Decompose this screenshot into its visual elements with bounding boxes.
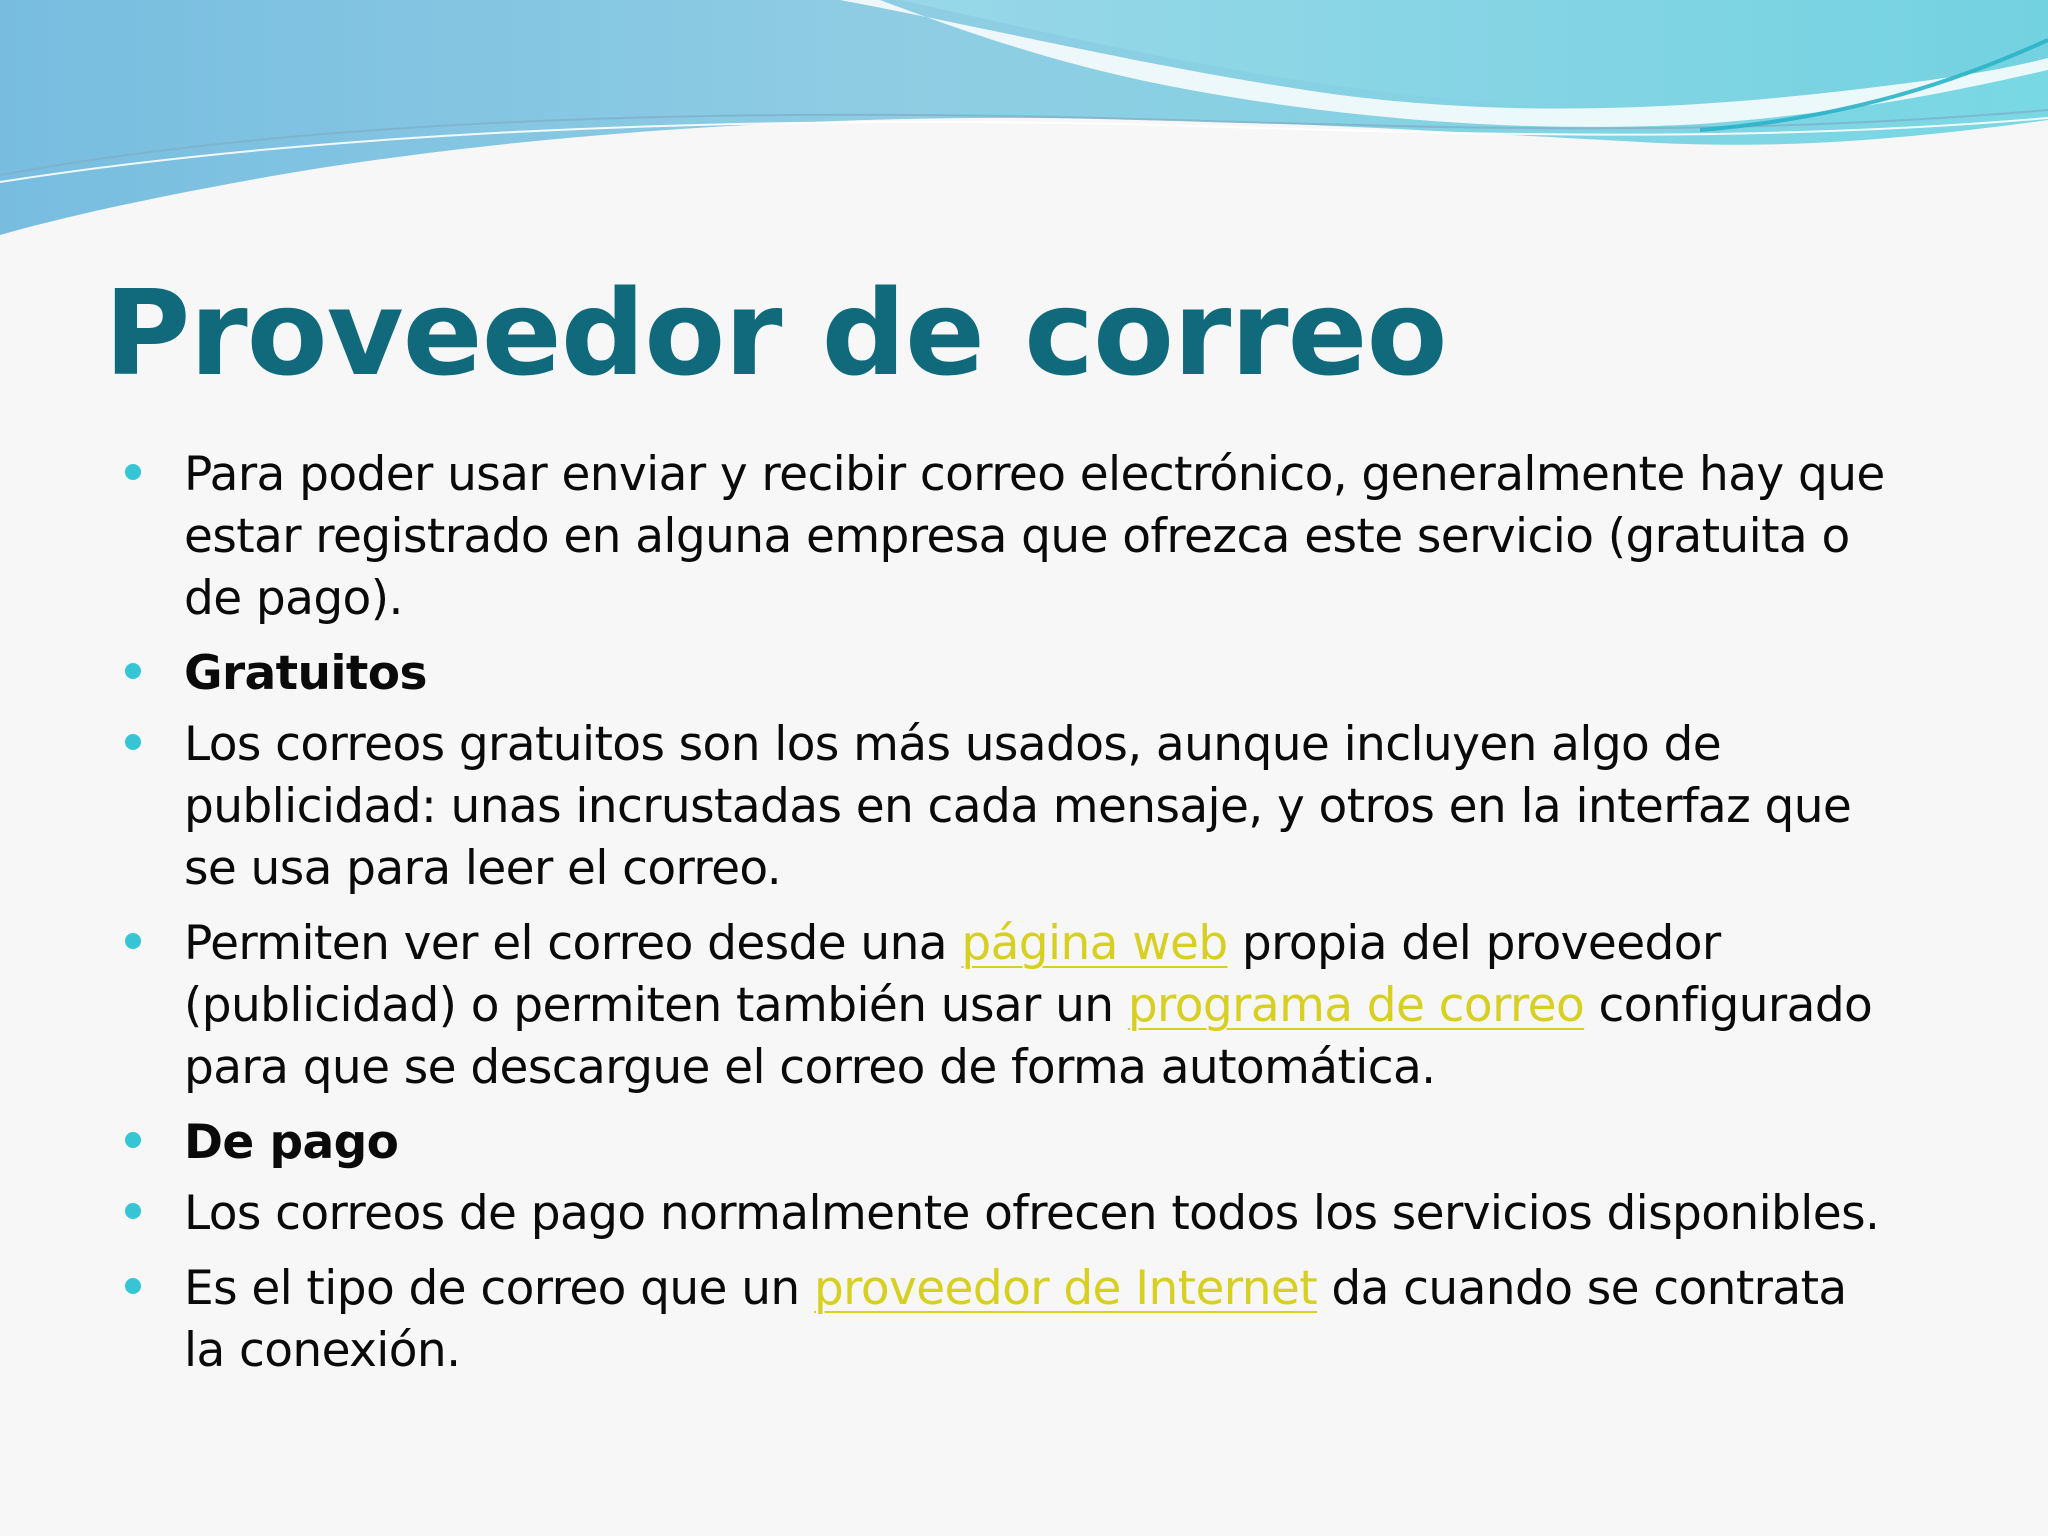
link-proveedor-de-internet[interactable]: proveedor de Internet	[813, 1261, 1318, 1316]
bullet-dot-icon	[125, 1278, 141, 1294]
bullet-text: propia del proveedor (publicidad) o permiten también usar un	[184, 916, 1721, 1033]
bullet-item	[120, 714, 1900, 900]
bullet-item	[120, 1258, 1900, 1382]
link-pagina-web[interactable]: página web	[961, 916, 1228, 971]
bullet-dot-icon	[125, 1132, 141, 1148]
bullet-item	[120, 444, 1900, 630]
bullet-list	[120, 444, 1900, 1395]
bullet-text: Los correos gratuitos son los más usados, aunque incluyen algo de publicidad: unas incrustadas en cada mensaje, y otros en la interfaz que se usa para leer el correo.	[184, 717, 1852, 896]
bullet-heading-gratuitos	[120, 643, 1900, 705]
link-programa-de-correo[interactable]: programa de correo	[1127, 978, 1585, 1033]
bullet-heading-de-pago	[120, 1112, 1900, 1174]
bullet-dot-icon	[125, 734, 141, 750]
bullet-dot-icon	[125, 1203, 141, 1219]
bullet-text: configurado para que se descargue el correo de forma automática.	[184, 978, 1873, 1095]
bullet-text: Los correos de pago normalmente ofrecen todos los servicios disponibles.	[184, 1186, 1880, 1241]
slide-title: Proveedor de correo	[104, 264, 1447, 402]
bullet-dot-icon	[125, 663, 141, 679]
bullet-item	[120, 1183, 1900, 1245]
bullet-dot-icon	[125, 933, 141, 949]
bullet-item	[120, 913, 1900, 1099]
header-wave-decoration	[0, 0, 2048, 260]
bullet-heading-text: De pago	[184, 1115, 399, 1170]
bullet-dot-icon	[125, 464, 141, 480]
bullet-text: Para poder usar enviar y recibir correo electrónico, generalmente hay que estar registrado en alguna empresa que ofrezca este servicio (gratuita o de pago).	[184, 447, 1885, 626]
bullet-text: Permiten ver el correo desde una	[184, 916, 962, 971]
bullet-text: Es el tipo de correo que un	[184, 1261, 814, 1316]
bullet-heading-text: Gratuitos	[184, 646, 427, 701]
bullet-text: da cuando se contrata la conexión.	[184, 1261, 1847, 1378]
